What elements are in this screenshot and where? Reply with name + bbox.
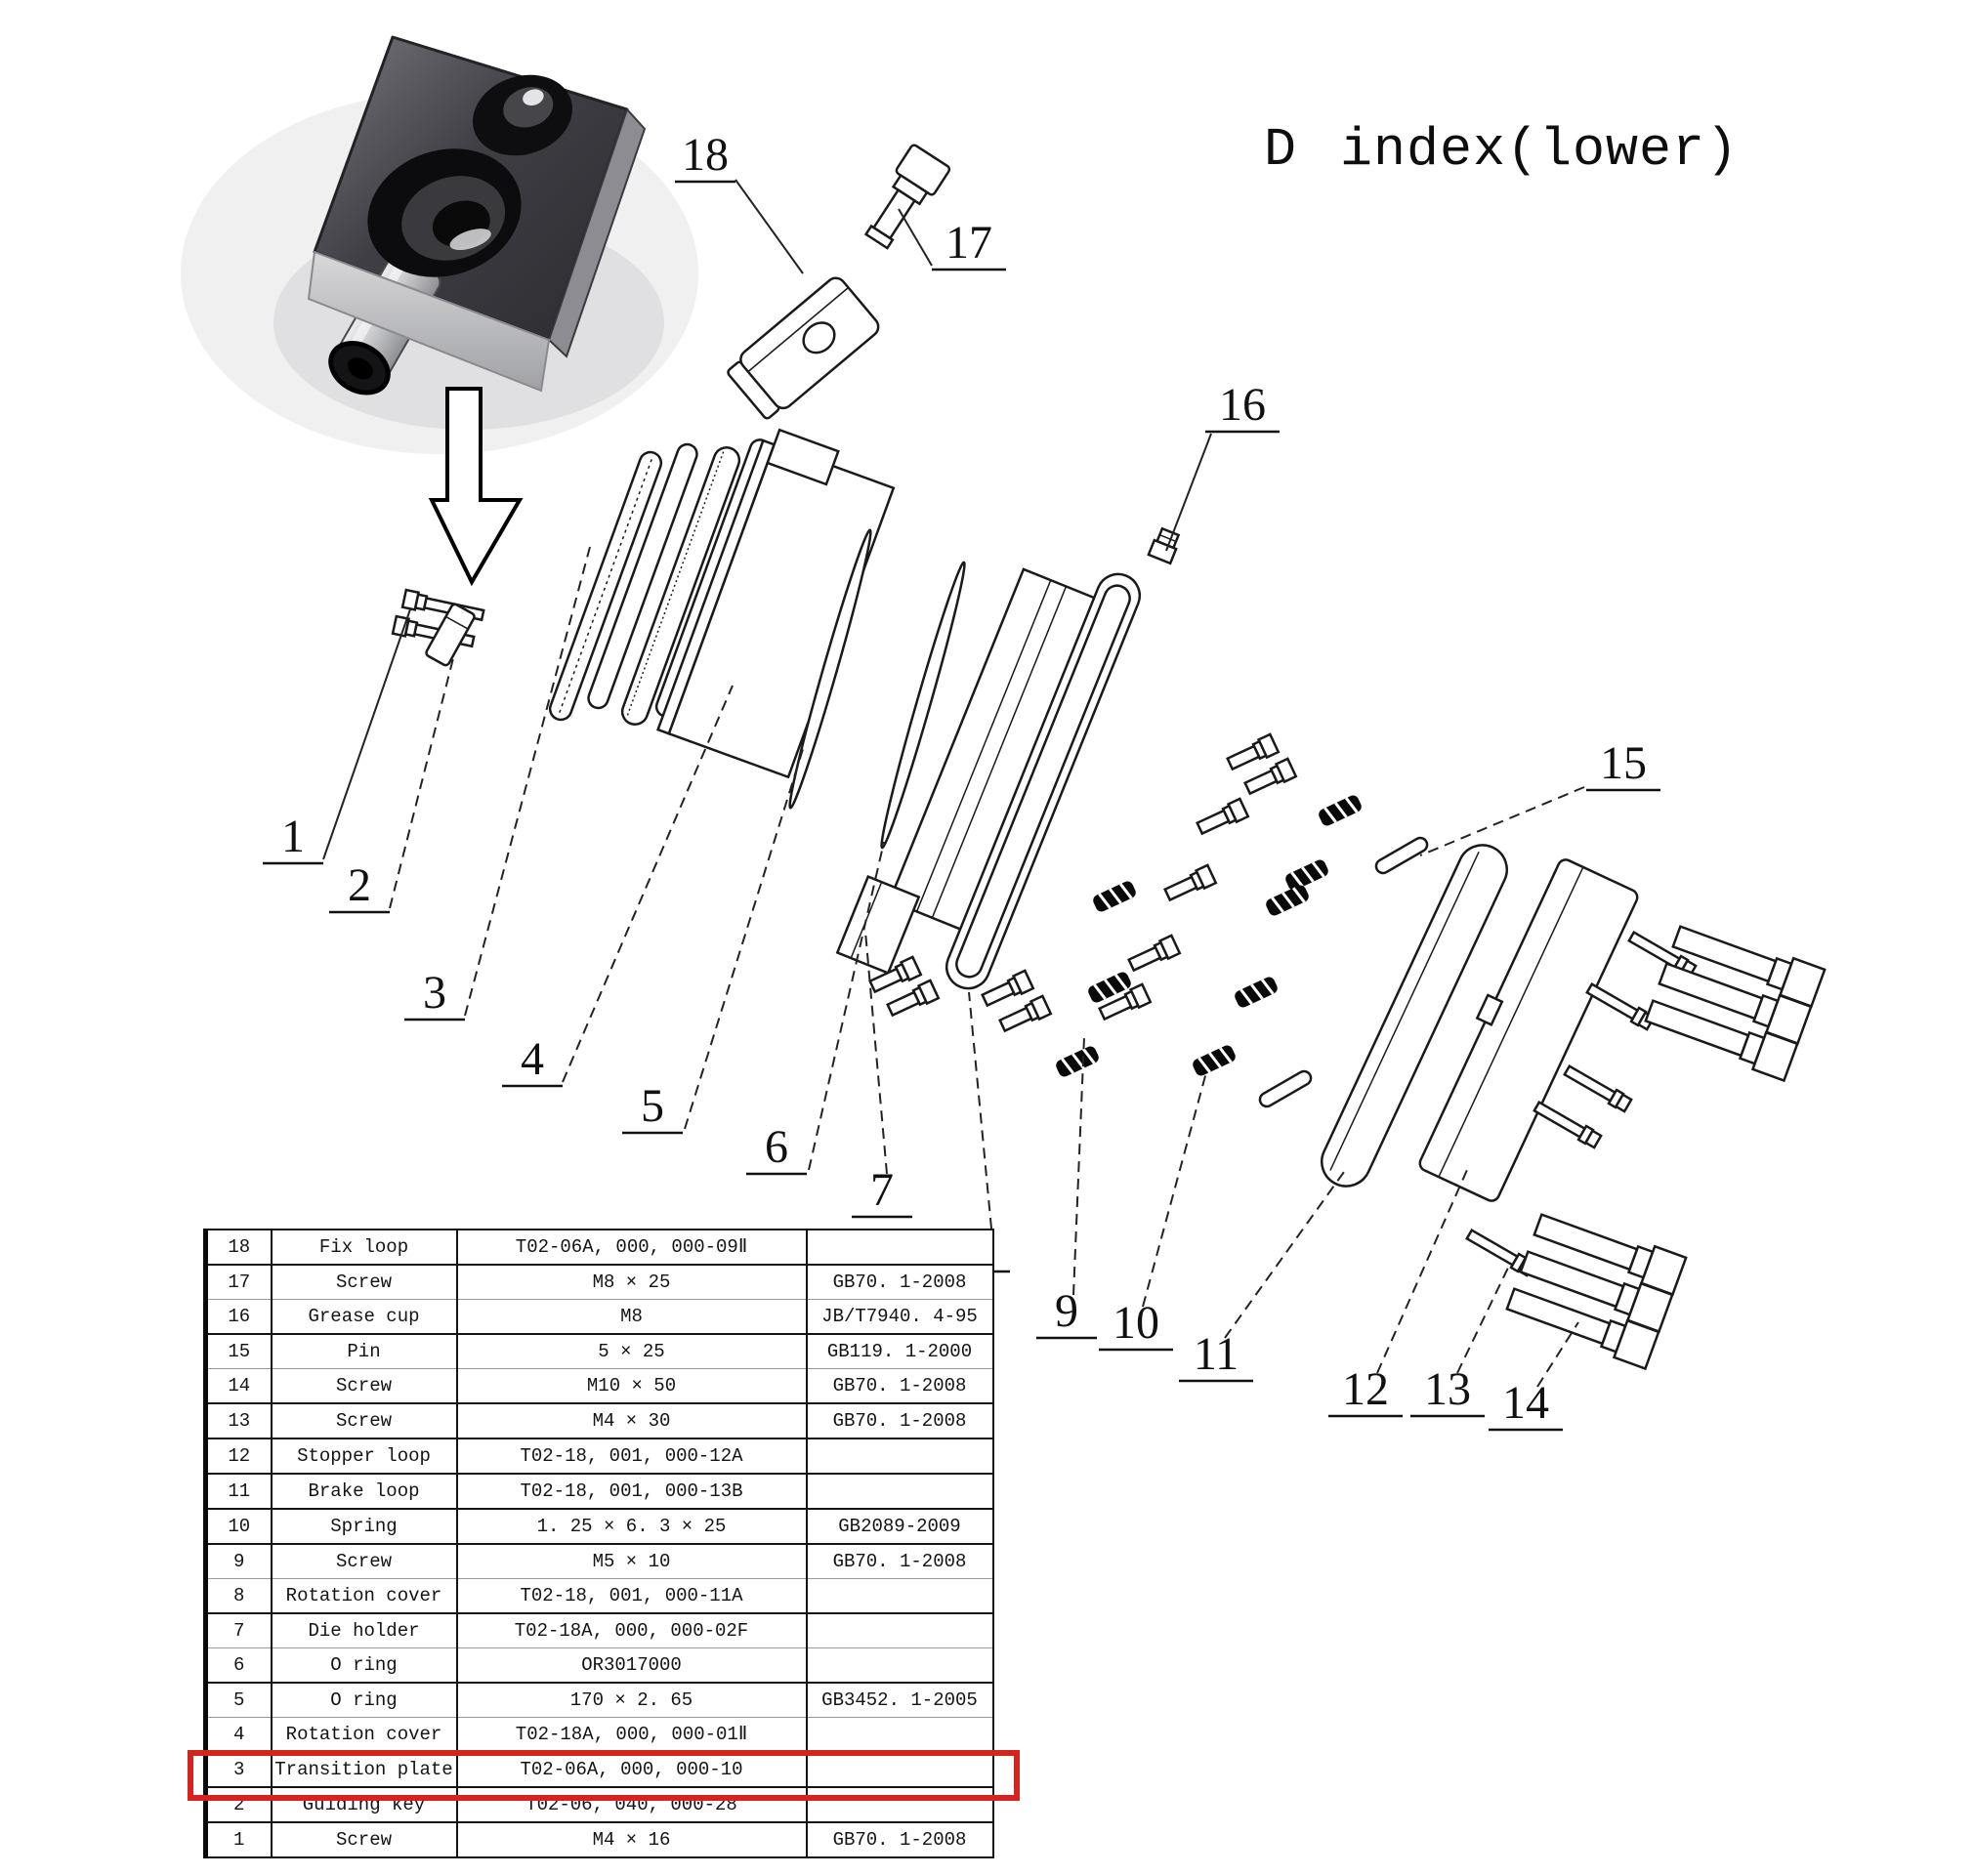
part-label-15: 15 [1600, 737, 1647, 789]
cell-name: O ring [272, 1683, 457, 1718]
part-label-1: 1 [281, 811, 305, 862]
part-label-13: 13 [1424, 1363, 1471, 1415]
cell-spec: 170 × 2. 65 [457, 1683, 807, 1718]
cell-std [807, 1613, 993, 1648]
part-label-14: 14 [1502, 1377, 1549, 1429]
cell-spec: T02-06A, 000, 000-09Ⅱ [457, 1230, 807, 1265]
cell-std [807, 1718, 993, 1753]
part-label-10: 10 [1113, 1297, 1159, 1349]
cell-spec: M5 × 10 [457, 1544, 807, 1579]
part-16-grease-cup [1149, 527, 1181, 563]
cell-no: 6 [206, 1648, 272, 1684]
cell-name: Rotation cover [272, 1718, 457, 1753]
cell-std: GB70. 1-2008 [807, 1369, 993, 1404]
cell-std: GB70. 1-2008 [807, 1403, 993, 1438]
cell-no: 18 [206, 1230, 272, 1265]
part-label-17: 17 [945, 217, 992, 269]
part-18-fix-loop [724, 274, 882, 423]
table-row-part-8 [206, 1579, 993, 1614]
cell-no: 15 [206, 1334, 272, 1369]
part-17-screw [858, 144, 950, 253]
cell-std: GB70. 1-2008 [807, 1265, 993, 1300]
cell-spec: T02-18, 001, 000-12A [457, 1438, 807, 1474]
cell-name: Brake loop [272, 1474, 457, 1509]
cell-name: Transition plate [272, 1752, 457, 1787]
cell-std [807, 1230, 993, 1265]
cell-std: JB/T7940. 4-95 [807, 1300, 993, 1335]
cell-std: GB3452. 1-2005 [807, 1683, 993, 1718]
parts-table-body [206, 1230, 993, 1857]
cell-std [807, 1787, 993, 1822]
cell-name: Screw [272, 1544, 457, 1579]
table-row-part-16 [206, 1300, 993, 1335]
cell-spec: M8 [457, 1300, 807, 1335]
cell-std: GB70. 1-2008 [807, 1822, 993, 1857]
leader-line-10 [1143, 1072, 1206, 1307]
cell-no: 14 [206, 1369, 272, 1404]
table-row-part-18 [206, 1230, 993, 1265]
product-photo [181, 37, 698, 454]
cell-spec: T02-18, 001, 000-11A [457, 1579, 807, 1614]
cell-spec: M4 × 16 [457, 1822, 807, 1857]
cell-name: Stopper loop [272, 1438, 457, 1474]
leader-line-17 [899, 209, 932, 266]
cell-name: Screw [272, 1265, 457, 1300]
leader-line-2 [390, 654, 454, 908]
cell-spec: T02-18A, 000, 000-02F [457, 1613, 807, 1648]
cell-name: O ring [272, 1648, 457, 1684]
cell-name: Rotation cover [272, 1579, 457, 1614]
leader-line-16 [1166, 434, 1211, 551]
cell-std [807, 1648, 993, 1684]
cell-spec: M8 × 25 [457, 1265, 807, 1300]
leader-line-15 [1420, 787, 1584, 855]
table-row-part-9 [206, 1544, 993, 1579]
cell-std [807, 1579, 993, 1614]
cell-name: Grease cup [272, 1300, 457, 1335]
cell-no: 16 [206, 1300, 272, 1335]
table-row-part-1 [206, 1822, 993, 1857]
part-label-4: 4 [521, 1033, 544, 1085]
cell-name: Fix loop [272, 1230, 457, 1265]
cell-no: 2 [206, 1787, 272, 1822]
cell-no: 9 [206, 1544, 272, 1579]
cell-spec: T02-18, 001, 000-13B [457, 1474, 807, 1509]
part-label-18: 18 [682, 129, 729, 181]
leader-line-8 [969, 992, 991, 1229]
cell-name: Screw [272, 1403, 457, 1438]
cell-spec: 1. 25 × 6. 3 × 25 [457, 1509, 807, 1544]
cell-no: 1 [206, 1822, 272, 1857]
cell-no: 4 [206, 1718, 272, 1753]
leader-line-5 [685, 746, 804, 1129]
part-10-springs [1054, 794, 1363, 1079]
table-row-part-3 [206, 1752, 993, 1787]
cell-spec: OR3017000 [457, 1648, 807, 1684]
cell-spec: T02-18A, 000, 000-01Ⅱ [457, 1718, 807, 1753]
cell-no: 7 [206, 1613, 272, 1648]
leader-line-11 [1225, 1172, 1344, 1338]
cell-std [807, 1474, 993, 1509]
leader-line-12 [1377, 1170, 1467, 1373]
page-title: D index(lower) [1264, 119, 1740, 181]
cell-name: Die holder [272, 1613, 457, 1648]
part-label-9: 9 [1055, 1285, 1078, 1337]
cell-no: 5 [206, 1683, 272, 1718]
leader-line-3 [465, 547, 590, 1016]
leader-line-1 [323, 609, 410, 859]
table-row-part-6 [206, 1648, 993, 1684]
parts-table [203, 1229, 994, 1858]
part-label-16: 16 [1219, 379, 1266, 431]
part-label-7: 7 [870, 1164, 894, 1216]
part-label-2: 2 [348, 859, 371, 911]
cell-no: 3 [206, 1752, 272, 1787]
part-label-6: 6 [765, 1121, 788, 1173]
part-label-12: 12 [1342, 1363, 1389, 1415]
table-row-part-11 [206, 1474, 993, 1509]
cell-std [807, 1752, 993, 1787]
cell-spec: T02-06A, 000, 000-10 [457, 1752, 807, 1787]
leader-line-13 [1457, 1264, 1510, 1373]
cell-name: Guiding key [272, 1787, 457, 1822]
table-row-part-15 [206, 1334, 993, 1369]
table-row-part-17 [206, 1265, 993, 1300]
leader-line-9 [1073, 1037, 1084, 1295]
table-row-part-13 [206, 1403, 993, 1438]
cell-std: GB2089-2009 [807, 1509, 993, 1544]
cell-no: 10 [206, 1509, 272, 1544]
cell-name: Screw [272, 1822, 457, 1857]
cell-spec: 5 × 25 [457, 1334, 807, 1369]
cell-std: GB119. 1-2000 [807, 1334, 993, 1369]
cell-name: Pin [272, 1334, 457, 1369]
part-label-3: 3 [423, 967, 446, 1019]
cell-no: 11 [206, 1474, 272, 1509]
table-row-part-10 [206, 1509, 993, 1544]
cell-std [807, 1438, 993, 1474]
table-row-part-12 [206, 1438, 993, 1474]
cell-no: 12 [206, 1438, 272, 1474]
cell-std: GB70. 1-2008 [807, 1544, 993, 1579]
cell-no: 17 [206, 1265, 272, 1300]
table-row-part-7 [206, 1613, 993, 1648]
cell-no: 13 [206, 1403, 272, 1438]
table-row-part-2 [206, 1787, 993, 1822]
cell-no: 8 [206, 1579, 272, 1614]
table-row-part-4 [206, 1718, 993, 1753]
cell-name: Spring [272, 1509, 457, 1544]
table-row-part-14 [206, 1369, 993, 1404]
part-label-5: 5 [641, 1080, 664, 1132]
cell-spec: M10 × 50 [457, 1369, 807, 1404]
cell-name: Screw [272, 1369, 457, 1404]
part-label-11: 11 [1193, 1328, 1239, 1380]
leader-line-18 [735, 180, 803, 273]
table-row-part-5 [206, 1683, 993, 1718]
cell-spec: M4 × 30 [457, 1403, 807, 1438]
cell-spec: T02-06, 040, 000-28 [457, 1787, 807, 1822]
